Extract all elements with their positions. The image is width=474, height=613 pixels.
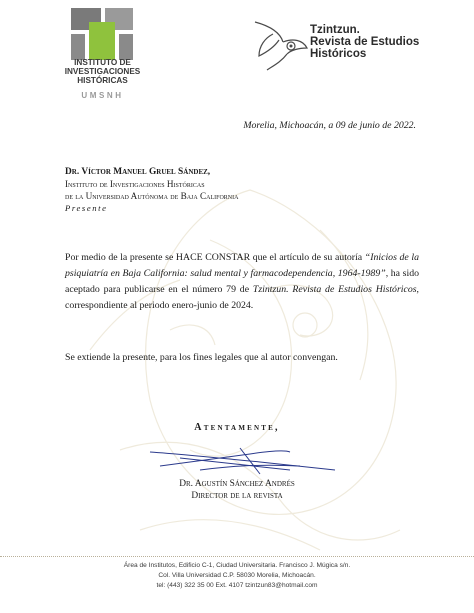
footer-address — [0, 561, 474, 591]
body-text: , ha sido aceptado para publicarse en el número 79 de — [65, 268, 419, 295]
footer-divider — [0, 556, 474, 559]
signer-title: Director de la revista — [191, 491, 283, 501]
hummingbird-icon — [245, 14, 310, 74]
body-text: Por medio de la presente se HACE CONSTAR que el artículo de su autoría — [65, 252, 365, 263]
institute-name-line: HISTÓRICAS — [77, 76, 128, 85]
footer-line: Área de Institutos, Edificio C-1, Ciudad Universitaria. Francisco J. Múgica s/n. — [123, 562, 351, 569]
footer-line: tel: (443) 322 35 00 Ext. 4107 tzintzun83@hotmail.com — [156, 582, 318, 589]
institute-logo-icon — [71, 8, 133, 60]
signer-block — [0, 478, 474, 502]
institute-name — [55, 58, 150, 85]
addressee-name: Dr. Víctor Manuel Gruel Sández, — [65, 167, 211, 177]
institute-name-line: INVESTIGACIONES — [64, 67, 141, 76]
body-text: , correspondiente al periodo enero-junio de 2024. — [65, 284, 419, 311]
institute-name-line: INSTITUTO DE — [74, 58, 131, 67]
institute-subtitle: UMSNH — [81, 91, 124, 100]
journal-name-line: Tzintzun. — [310, 24, 360, 36]
addressee-block — [65, 166, 238, 214]
journal-logo — [245, 14, 435, 74]
journal-name-line: Revista de Estudios — [310, 36, 420, 48]
addressee-line: de la Universidad Autónoma de Baja California — [65, 191, 239, 201]
letter-date: Morelia, Michoacán, a 09 de junio de 2022. — [243, 120, 416, 131]
addressee-line: Instituto de Investigaciones Históricas — [65, 179, 205, 189]
closing-salutation: Atentamente, — [194, 422, 280, 433]
signer-name: Dr. Agustín Sánchez Andrés — [179, 479, 295, 489]
article-title: “Inicios de la psiquiatría en Baja California: salud mental y farmacodependencia, 1964-1989” — [65, 252, 419, 279]
body-paragraph — [65, 250, 419, 314]
closing-paragraph: Se extiende la presente, para los fines legales que al autor convengan. — [65, 352, 338, 363]
footer-line: Col. Villa Universidad C.P. 58030 Morelia, Michoacán. — [158, 572, 316, 579]
institute-logo — [55, 8, 185, 98]
signature-scribble — [140, 440, 340, 480]
journal-name-line: Históricos — [310, 48, 367, 60]
presente-label: Presente — [65, 203, 108, 213]
journal-title: Tzintzun. Revista de Estudios Históricos — [252, 284, 417, 295]
journal-name — [310, 24, 435, 60]
